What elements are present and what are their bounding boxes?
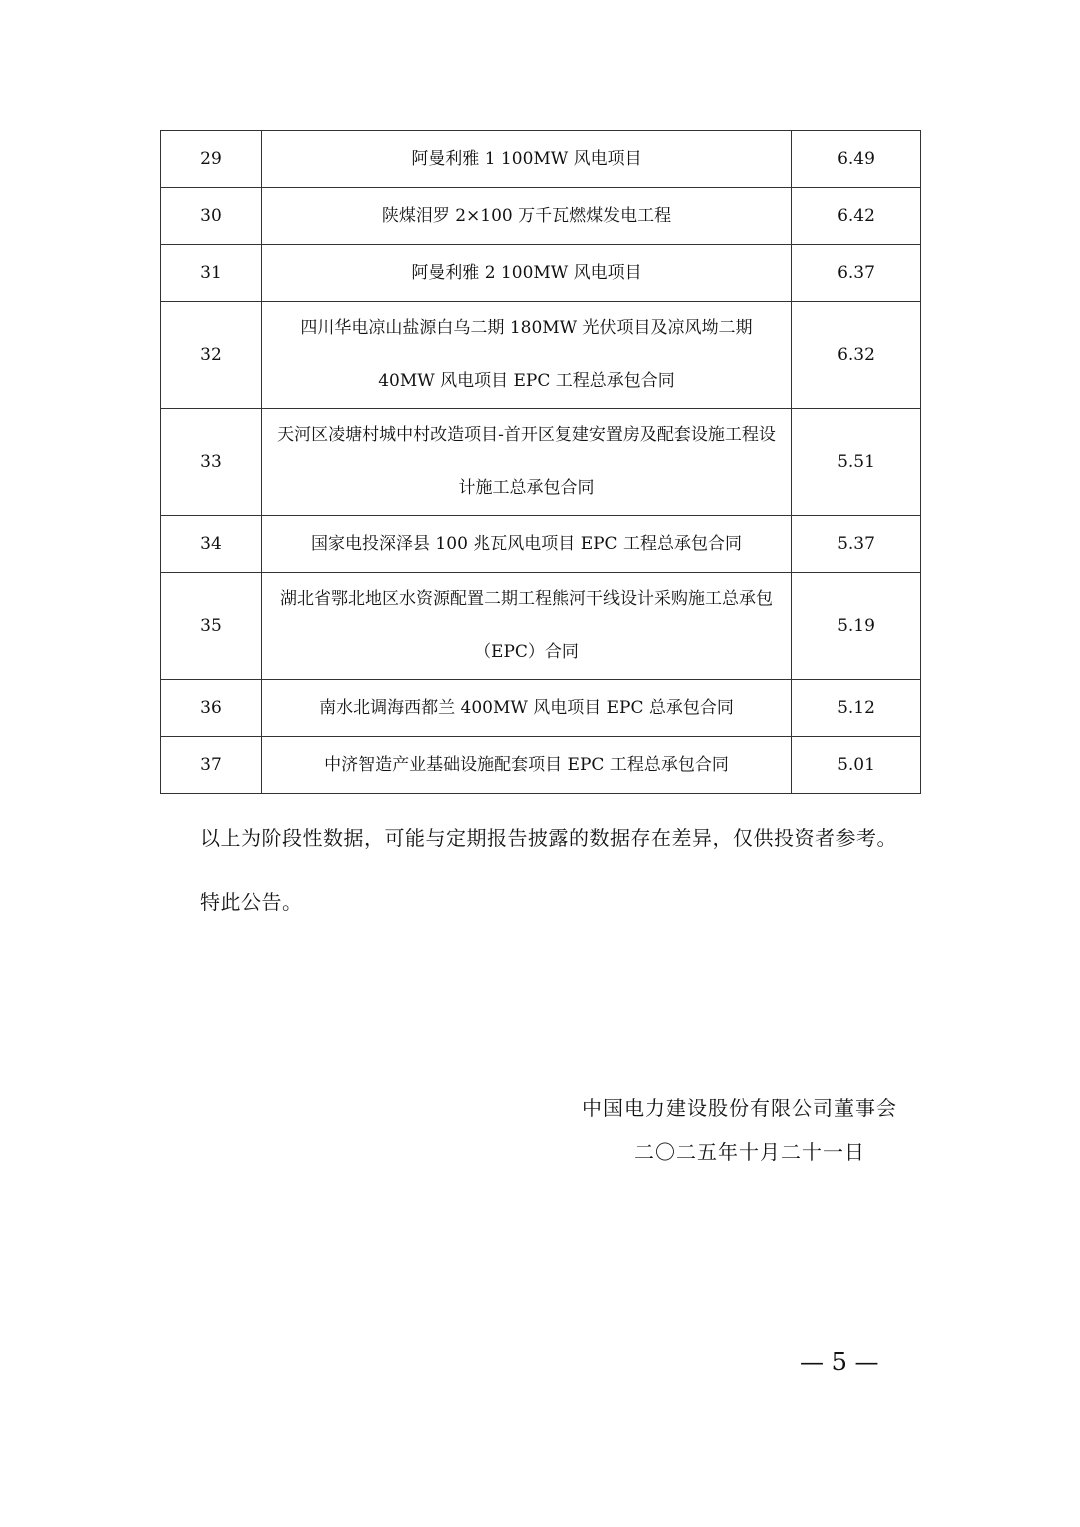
contract-value: 5.51 bbox=[792, 409, 921, 516]
table-row bbox=[161, 131, 921, 188]
table-row bbox=[161, 409, 921, 516]
projects-table bbox=[160, 130, 921, 794]
row-number: 30 bbox=[161, 188, 262, 245]
closing-statement: 特此公告。 bbox=[200, 890, 303, 914]
signature-date: 二〇二五年十月二十一日 bbox=[634, 1140, 865, 1164]
contract-value: 6.42 bbox=[792, 188, 921, 245]
contract-value: 5.19 bbox=[792, 573, 921, 680]
contract-value: 5.37 bbox=[792, 516, 921, 573]
row-number: 29 bbox=[161, 131, 262, 188]
project-name: 阿曼利雅 2 100MW 风电项目 bbox=[262, 245, 792, 302]
project-name: 阿曼利雅 1 100MW 风电项目 bbox=[262, 131, 792, 188]
contract-value: 5.12 bbox=[792, 680, 921, 737]
project-name: 四川华电凉山盐源白乌二期 180MW 光伏项目及凉风坳二期 40MW 风电项目 EPC 工程总承包合同 bbox=[262, 302, 792, 409]
table-row bbox=[161, 516, 921, 573]
table-row bbox=[161, 188, 921, 245]
contract-value: 6.49 bbox=[792, 131, 921, 188]
row-number: 37 bbox=[161, 737, 262, 794]
disclaimer-paragraph: 以上为阶段性数据，可能与定期报告披露的数据存在差异，仅供投资者参考。 bbox=[200, 826, 897, 850]
table-row bbox=[161, 680, 921, 737]
row-number: 32 bbox=[161, 302, 262, 409]
row-number: 31 bbox=[161, 245, 262, 302]
row-number: 35 bbox=[161, 573, 262, 680]
row-number: 34 bbox=[161, 516, 262, 573]
table-row bbox=[161, 737, 921, 794]
project-name: 中济智造产业基础设施配套项目 EPC 工程总承包合同 bbox=[262, 737, 792, 794]
contract-value: 6.32 bbox=[792, 302, 921, 409]
page-number: — 5 — bbox=[800, 1348, 879, 1376]
table-row bbox=[161, 245, 921, 302]
project-name: 湖北省鄂北地区水资源配置二期工程熊河干线设计采购施工总承包（EPC）合同 bbox=[262, 573, 792, 680]
signatory-company: 中国电力建设股份有限公司董事会 bbox=[582, 1096, 897, 1120]
contract-value: 6.37 bbox=[792, 245, 921, 302]
project-name: 陕煤泪罗 2×100 万千瓦燃煤发电工程 bbox=[262, 188, 792, 245]
contract-value: 5.01 bbox=[792, 737, 921, 794]
row-number: 36 bbox=[161, 680, 262, 737]
project-name: 南水北调海西都兰 400MW 风电项目 EPC 总承包合同 bbox=[262, 680, 792, 737]
table-row bbox=[161, 302, 921, 409]
table-row bbox=[161, 573, 921, 680]
row-number: 33 bbox=[161, 409, 262, 516]
project-name: 国家电投深泽县 100 兆瓦风电项目 EPC 工程总承包合同 bbox=[262, 516, 792, 573]
project-name: 天河区凌塘村城中村改造项目-首开区复建安置房及配套设施工程设计施工总承包合同 bbox=[262, 409, 792, 516]
